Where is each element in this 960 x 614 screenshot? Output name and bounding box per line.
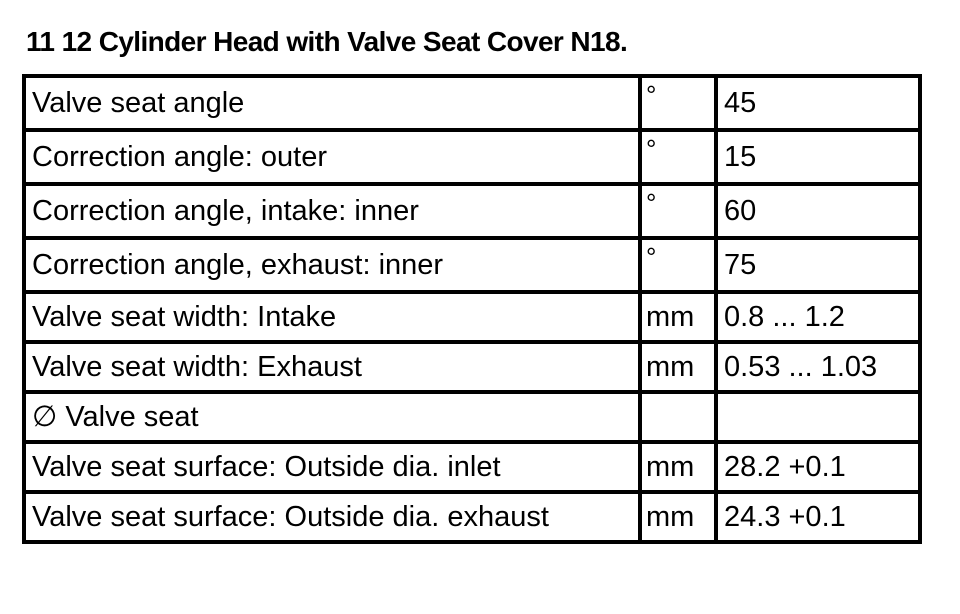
table-row	[24, 130, 920, 184]
table-row	[24, 442, 920, 492]
table-row	[24, 238, 920, 292]
row-value: 0.8 ... 1.2	[716, 292, 920, 342]
row-label: Correction angle, exhaust: inner	[24, 238, 640, 292]
row-label: Valve seat width: Exhaust	[24, 342, 640, 392]
table-row	[24, 492, 920, 542]
row-value: 15	[716, 130, 920, 184]
row-unit: °	[640, 76, 716, 130]
row-label: Valve seat width: Intake	[24, 292, 640, 342]
document-title: 11 12 Cylinder Head with Valve Seat Cover N18.	[26, 26, 628, 57]
row-unit	[640, 392, 716, 442]
row-value: 60	[716, 184, 920, 238]
row-unit: mm	[640, 342, 716, 392]
row-value: 75	[716, 238, 920, 292]
row-unit: °	[640, 130, 716, 184]
row-label: Correction angle, intake: inner	[24, 184, 640, 238]
row-value: 0.53 ... 1.03	[716, 342, 920, 392]
specification-table	[22, 74, 922, 544]
row-unit: mm	[640, 442, 716, 492]
table-row	[24, 392, 920, 442]
row-label: Valve seat surface: Outside dia. inlet	[24, 442, 640, 492]
table-row	[24, 184, 920, 238]
table-row	[24, 342, 920, 392]
row-value	[716, 392, 920, 442]
table-row	[24, 292, 920, 342]
row-label: Valve seat angle	[24, 76, 640, 130]
row-value: 45	[716, 76, 920, 130]
row-label: Valve seat surface: Outside dia. exhaust	[24, 492, 640, 542]
row-unit: mm	[640, 292, 716, 342]
table-row	[24, 76, 920, 130]
row-label: ∅ Valve seat	[24, 392, 640, 442]
row-unit: °	[640, 238, 716, 292]
row-unit: °	[640, 184, 716, 238]
row-label: Correction angle: outer	[24, 130, 640, 184]
row-value: 28.2 +0.1	[716, 442, 920, 492]
row-value: 24.3 +0.1	[716, 492, 920, 542]
row-unit: mm	[640, 492, 716, 542]
